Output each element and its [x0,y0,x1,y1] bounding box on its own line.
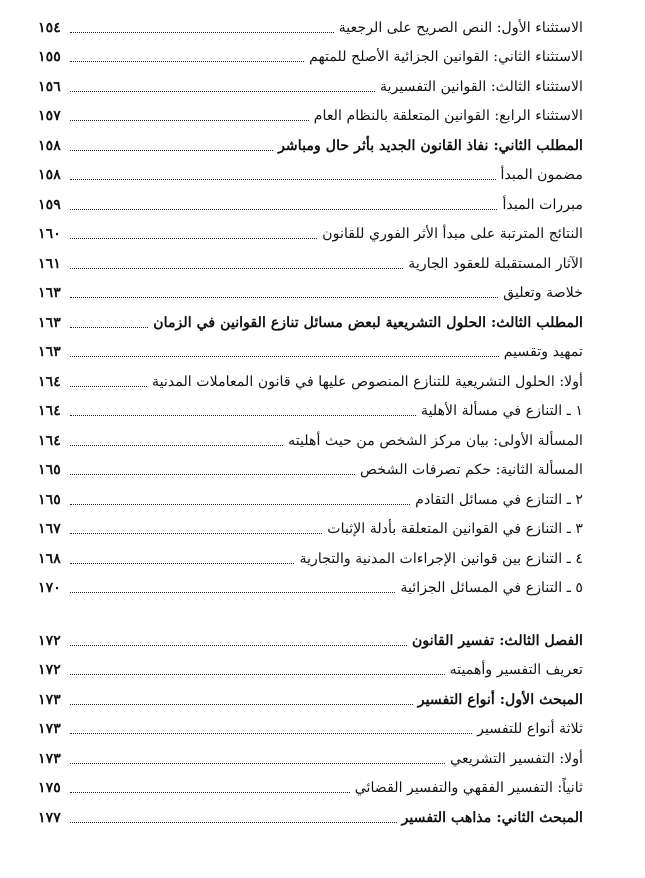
toc-entry-page-number: ١٦٣ [38,344,61,360]
toc-entry-title: ٣ ـ التنازع في القوانين المتعلقة بأدلة الإثبات [327,521,583,537]
toc-entry-page-number: ١٧٧ [38,810,61,826]
dot-leader [70,821,397,823]
toc-entry-title: ٥ ـ التنازع في المسائل الجزائية [400,580,583,596]
toc-entry-page-number: ١٥٨ [38,167,61,183]
toc-entry-page-number: ١٧٣ [38,751,61,767]
toc-entry[interactable] [38,155,583,185]
toc-entry[interactable] [38,303,583,333]
toc-entry-title: خلاصة وتعليق [503,285,583,301]
toc-entry-page-number: ١٧٣ [38,721,61,737]
toc-entry-title: الاستثناء الأول: النص الصريح على الرجعية [338,20,583,36]
dot-leader [70,208,497,210]
toc-entry-title: الفصل الثالث: تفسير القانون [411,633,583,649]
toc-entry-page-number: ١٦٤ [38,403,61,419]
toc-entry[interactable] [38,568,583,598]
toc-entry-title: الاستثناء الثالث: القوانين التفسيرية [380,79,583,95]
toc-entry[interactable] [38,185,583,215]
toc-entry[interactable] [38,480,583,510]
toc-entry[interactable] [38,650,583,680]
dot-leader [70,385,147,387]
toc-entry-title: المطلب الثاني: نفاذ القانون الجديد بأثر حال ومباشر [278,138,583,154]
toc-entry-page-number: ١٦١ [38,256,61,272]
dot-leader [70,703,413,705]
toc-entry-title: المطلب الثالث: الحلول التشريعية لبعض مسائل تنازع القوانين في الزمان [153,315,583,331]
toc-entry-title: ٤ ـ التنازع بين قوانين الإجراءات المدنية والتجارية [299,551,583,567]
toc-entry[interactable] [38,391,583,421]
dot-leader [70,444,283,446]
toc-entry-page-number: ١٦٤ [38,374,61,390]
dot-leader [70,178,496,180]
dot-leader [70,119,309,121]
toc-entry-page-number: ١٥٨ [38,138,61,154]
dot-leader [70,562,294,564]
toc-entry-page-number: ١٦٤ [38,433,61,449]
toc-entry-page-number: ١٥٩ [38,197,61,213]
dot-leader [70,532,322,534]
dot-leader [70,296,498,298]
dot-leader [70,762,445,764]
toc-entry[interactable] [38,244,583,274]
toc-entry-title: الاستثناء الثاني: القوانين الجزائية الأصلح للمتهم [309,49,583,65]
toc-entry[interactable] [38,621,583,651]
toc-entry[interactable] [38,739,583,769]
dot-leader [70,326,148,328]
dot-leader [70,791,350,793]
toc-entry[interactable] [38,539,583,569]
toc-entry-title: مبررات المبدأ [502,197,583,213]
toc-entry-page-number: ١٥٥ [38,49,61,65]
dot-leader [70,237,317,239]
toc-entry[interactable] [38,798,583,828]
dot-leader [70,267,403,269]
toc-entry-page-number: ١٧٠ [38,580,61,596]
toc-entry[interactable] [38,709,583,739]
dot-leader [70,414,416,416]
toc-entry-title: النتائج المترتبة على مبدأ الأثر الفوري للقانون [322,226,583,242]
dot-leader [70,473,355,475]
toc-entry[interactable] [38,450,583,480]
toc-entry[interactable] [38,8,583,38]
toc-entry-page-number: ١٦٥ [38,492,61,508]
toc-entry-title: تمهيد وتقسيم [503,344,583,360]
toc-entry[interactable] [38,421,583,451]
dot-leader [70,90,375,92]
toc-entry[interactable] [38,214,583,244]
toc-entry-title: المبحث الثاني: مذاهب التفسير [401,810,583,826]
toc-entry[interactable] [38,362,583,392]
toc-entry[interactable] [38,768,583,798]
toc-entry-page-number: ١٥٦ [38,79,61,95]
toc-entry-title: المسألة الأولى: بيان مركز الشخص من حيث أهليته [288,433,583,449]
toc-entry-page-number: ١٦٠ [38,226,61,242]
toc-entry-title: مضمون المبدأ [500,167,583,183]
toc-entry[interactable] [38,126,583,156]
toc-entry-title: ثلاثة أنواع للتفسير [477,721,583,737]
toc-entry[interactable] [38,96,583,126]
toc-entry-title: المبحث الأول: أنواع التفسير [417,692,583,708]
toc-entry[interactable] [38,37,583,67]
toc-entry-page-number: ١٦٣ [38,285,61,301]
toc-entry-page-number: ١٦٨ [38,551,61,567]
dot-leader [70,503,410,505]
toc-entry-page-number: ١٧٢ [38,633,61,649]
dot-leader [70,673,445,675]
dot-leader [70,355,499,357]
toc-entry[interactable] [38,67,583,97]
toc-entry-title: الاستثناء الرابع: القوانين المتعلقة بالنظام العام [313,108,583,124]
dot-leader [70,60,304,62]
toc-entry-title: ٢ ـ التنازع في مسائل التقادم [415,492,583,508]
toc-entry-title: الآثار المستقبلة للعقود الجارية [408,256,583,272]
toc-entry-page-number: ١٦٧ [38,521,61,537]
toc-entry-page-number: ١٧٣ [38,692,61,708]
toc-entry-page-number: ١٦٣ [38,315,61,331]
toc-entry[interactable] [38,680,583,710]
toc-entry-title: أولا: الحلول التشريعية للتنازع المنصوص عليها في قانون المعاملات المدنية [152,374,583,390]
toc-entry-page-number: ١٥٧ [38,108,61,124]
toc-entry-title: أولا: التفسير التشريعي [450,751,583,767]
toc-entry[interactable] [38,273,583,303]
toc-entry-title: المسألة الثانية: حكم تصرفات الشخص [360,462,583,478]
dot-leader [70,591,395,593]
dot-leader [70,644,407,646]
toc-entry-page-number: ١٥٤ [38,20,61,36]
toc-entry[interactable] [38,509,583,539]
toc-entry-page-number: ١٧٢ [38,662,61,678]
toc-entry-title: ١ ـ التنازع في مسألة الأهلية [420,403,583,419]
toc-entry-page-number: ١٦٥ [38,462,61,478]
toc-entry[interactable] [38,332,583,362]
dot-leader [70,732,472,734]
dot-leader [70,149,273,151]
toc-entry-title: تعريف التفسير وأهميته [449,662,583,678]
toc-entry-title: ثانياً: التفسير الفقهي والتفسير القضائي [354,780,583,796]
toc-entry-page-number: ١٧٥ [38,780,61,796]
dot-leader [70,31,334,33]
